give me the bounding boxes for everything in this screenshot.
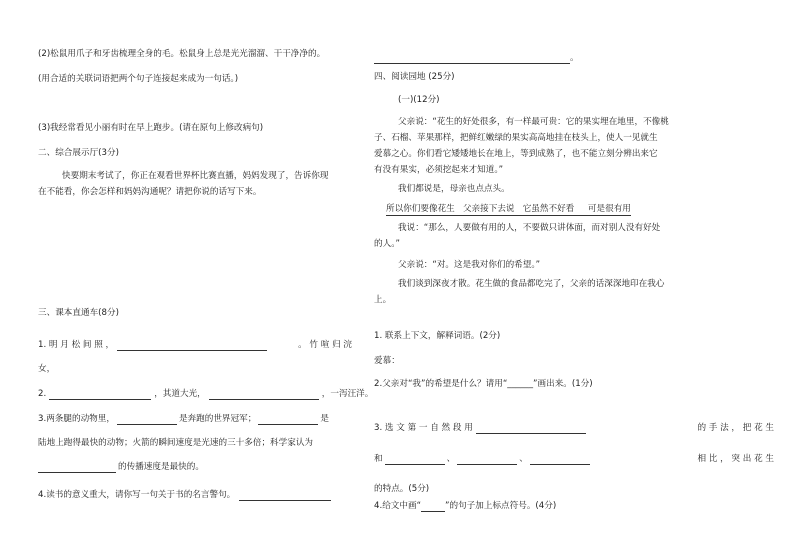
poem-line2 [38, 363, 55, 375]
passage-p6-line2: 上。 [374, 295, 392, 305]
answer-blank-fruit3[interactable] [530, 455, 590, 465]
answer-blank-quote2b[interactable] [209, 390, 319, 400]
section2-paragraph-line1: 快要期末考试了，你正在观看世界杯比赛直播，妈妈发现了，告诉你现 [62, 171, 329, 181]
section2-title: 二、综合展示厅(3分) [38, 148, 119, 158]
reading-q3-sep1: 、 [446, 454, 456, 464]
answer-blank-animal1[interactable] [117, 415, 177, 425]
passage-p3-underlined: 所以你们要像花生 父亲接下去说 它虽然不好看 可是很有用 [386, 204, 631, 214]
q2-sentences: (2)松鼠用爪子和牙齿梳理全身的毛。松鼠身上总是光光溜溜、干干净净的。 [38, 49, 326, 59]
answer-blank-fruit2[interactable] [457, 455, 517, 465]
animals-line1 [38, 413, 329, 425]
animals-middle: 是奔跑的世界冠军； [178, 414, 257, 424]
section4-title: 四、阅读园地 (25分) [374, 72, 455, 82]
passage-p1-line2: 子、石榴、苹果那样，把鲜红嫩绿的果实高高地挂在枝头上，使人一见就生 [374, 133, 658, 143]
passage-p2: 我们都说是，母亲也点点头。 [398, 184, 510, 194]
book-quote-question [38, 489, 331, 501]
reading-q3-prefix: 3. 选 文 第 一 自 然 段 用 [374, 423, 473, 433]
quote-middle: ，其道大光， [154, 389, 206, 399]
answer-blank-quote2a[interactable] [49, 390, 151, 400]
reading-q1-word: 爱慕： [374, 356, 400, 366]
quote-line2 [38, 388, 373, 400]
reading-part1-title: (一)(12分) [398, 95, 440, 105]
reading-q4-suffix: ”的句子加上标点符号。(4分) [445, 501, 557, 511]
top-answer-line [374, 52, 579, 64]
passage-p6-line1: 我们谈到深夜才散。花生做的食品都吃完了，父亲的话深深地印在我心 [398, 279, 665, 289]
passage-p1-line3: 爱慕之心。你们看它矮矮地长在地上，等到成熟了，也不能立刻分辨出来它 [374, 149, 658, 159]
answer-blank-book-quote[interactable] [239, 491, 331, 501]
reading-q3-and: 和 [374, 454, 383, 464]
top-period: 。 [570, 53, 579, 63]
poem-continuation: 女， [38, 364, 56, 374]
reading-q3-line2 [374, 453, 774, 465]
answer-blank-top[interactable] [374, 54, 570, 64]
reading-q1: 1. 联系上下文，解释词语。(2分) [374, 331, 501, 341]
passage-p5: 父亲说：“对。这是我对你们的希望。” [398, 260, 541, 270]
passage-p1-line4: 有没有果实，必须挖起来才知道。” [374, 165, 504, 175]
passage-p4-line2: 的人。” [374, 239, 400, 249]
reading-q3-mid: 的 手 法 ， 把 花 生 [697, 423, 774, 433]
animals-line3 [38, 461, 204, 473]
reading-q4 [374, 500, 556, 512]
reading-q3-compare: 相 比 ， 突 出 花 生 [697, 454, 774, 464]
animals-prefix: 3.两条腿的动物里， [38, 414, 115, 424]
passage-p1-line1: 父亲说：“花生的好处很多，有一样最可贵：它的果实埋在地里，不像桃 [398, 117, 669, 127]
answer-blank-speed[interactable] [38, 463, 116, 473]
poem-prefix: 1. 明 月 松 间 照 ， [38, 340, 115, 350]
reading-q3-line1 [374, 422, 774, 434]
reading-q4-prefix: 4.给文中画“ [374, 501, 422, 511]
answer-blank-technique[interactable] [476, 424, 586, 434]
poem-line1 [38, 339, 352, 351]
reading-q3-line3: 的特点。(5分) [374, 484, 430, 494]
answer-blank-fruit1[interactable] [385, 455, 445, 465]
answer-blank-animal2[interactable] [258, 415, 318, 425]
reading-q2: 2.父亲对“我”的希望是什么？请用“______”画出来。(1分) [374, 379, 593, 389]
book-quote-prompt: 4.读书的意义重大，请你写一句关于书的名言警句。 [38, 490, 236, 500]
section2-paragraph-line2: 在不能看，你会怎样和妈妈沟通呢？请把你说的话写下来。 [38, 187, 262, 197]
reading-q3-sep2: 、 [519, 454, 528, 464]
passage-p4-line1: 我说：“那么，人要做有用的人，不要做只讲体面，而对别人没有好处 [398, 223, 661, 233]
question-number-2: 2. [38, 389, 47, 399]
quote-end: ，一泻汪洋。 [321, 389, 374, 399]
q3-sentence: (3)我经常看见小丽有时在早上跑步。(请在原句上修改病句) [38, 123, 264, 133]
animals-is: 是 [320, 414, 329, 424]
animals-line2: 陆地上跑得最快的动物；火箭的瞬间速度是光速的三十多倍；科学家认为 [38, 438, 314, 448]
section3-title: 三、课本直通车(8分) [38, 308, 119, 318]
underline-sample [421, 502, 445, 512]
poem-suffix: 。 竹 喧 归 浣 [298, 340, 352, 350]
q2-instruction: (用合适的关联词语把两个句子连接起来成为一句话。) [38, 74, 239, 84]
answer-blank-poem1[interactable] [117, 341, 267, 351]
animals-end: 的传播速度是最快的。 [118, 462, 204, 472]
